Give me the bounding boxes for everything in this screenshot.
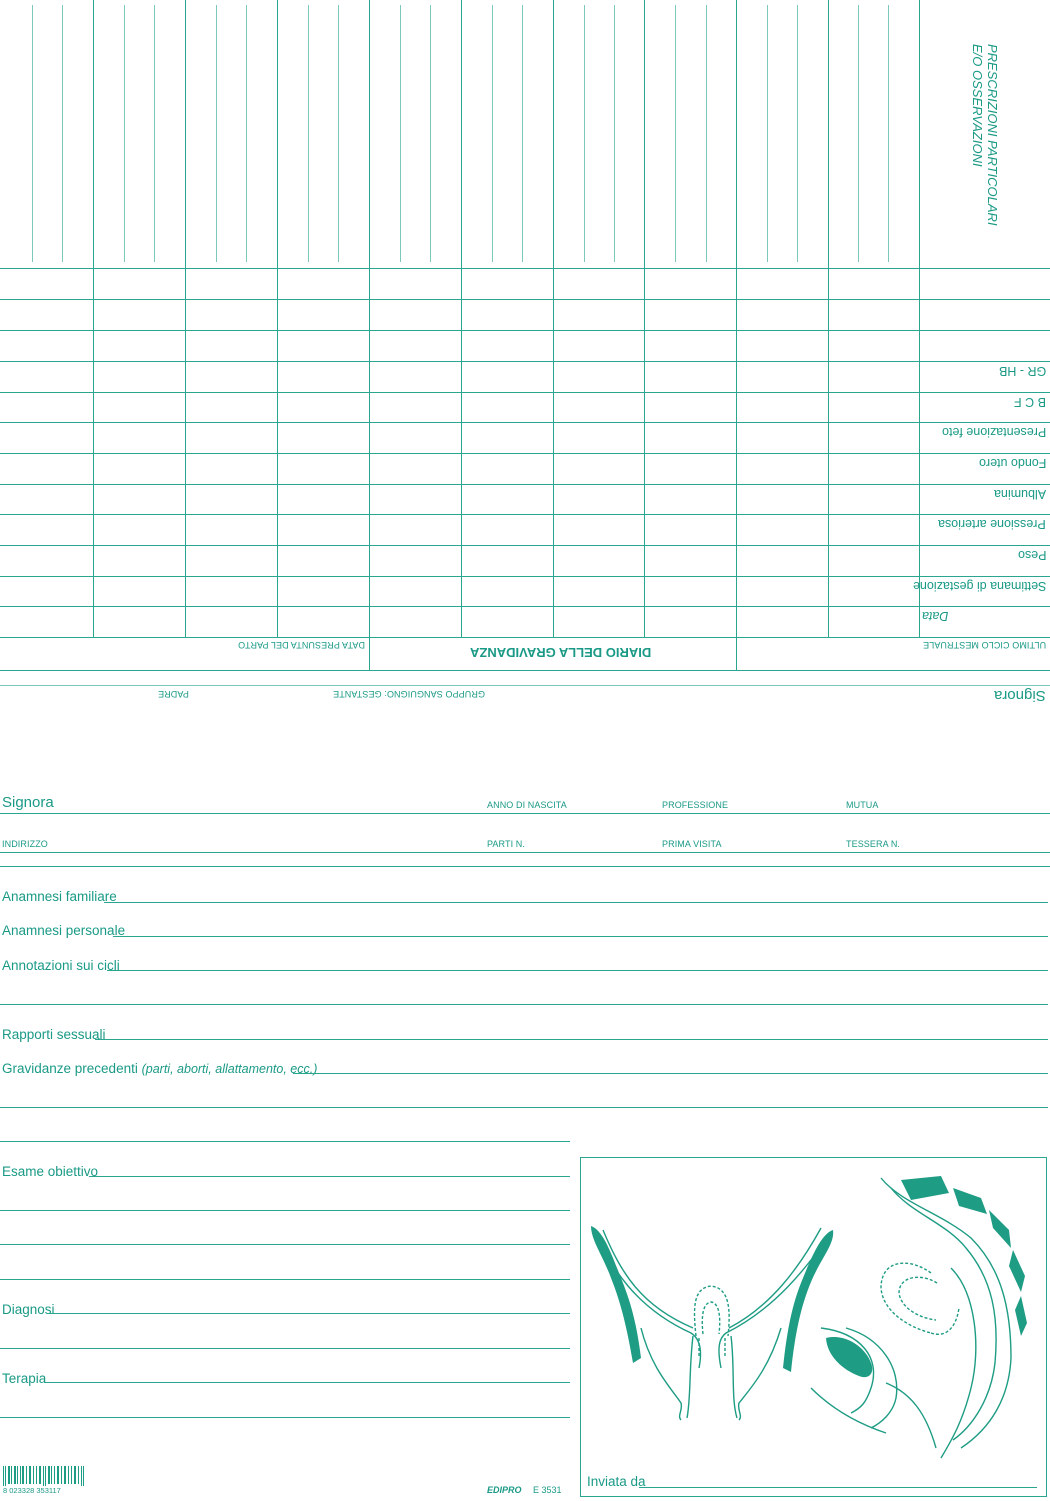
grid-line [277,0,278,637]
grid-line [0,670,1050,671]
row-label: GR - HB [998,364,1046,378]
grid-line [0,576,1050,577]
grid-line [644,0,645,637]
terapia-field[interactable] [44,1382,570,1383]
esame-obiettivo-field[interactable] [89,1176,570,1177]
grid-line [185,0,186,637]
anamnesi-familiare-label: Anamnesi familiare [2,889,117,904]
grid-line [0,545,1050,546]
gravidanze-precedenti-field-2[interactable] [0,1107,1048,1108]
grid-line [828,0,829,637]
mutua-label: MUTUA [846,800,879,810]
diary-title: DIARIO DELLA GRAVIDANZA [470,645,652,660]
grid-line [338,5,339,262]
uterus-side-cavity-dashed [881,1263,959,1334]
diagnosi-field-2[interactable] [0,1348,570,1349]
parti-label: PARTI N. [487,839,525,849]
anamnesi-familiare-field[interactable] [104,902,1048,903]
uterus-side-view [811,1178,1011,1458]
grid-line [0,685,1050,686]
row-label: Data [922,609,949,623]
anno-nascita-label: ANNO DI NASCITA [487,800,567,810]
grid-line [0,299,1050,300]
gravidanze-precedenti-field[interactable] [293,1073,1048,1074]
grid-line [246,5,247,262]
ovary-left-shape [591,1226,641,1363]
prescriptions-title-line1: PRESCRIZIONI PARTICOLARI [985,44,1000,226]
divider [0,866,1050,867]
indirizzo-field-line[interactable] [0,852,1050,853]
grid-line [614,5,615,262]
diagnosi-label: Diagnosi [2,1302,55,1317]
grid-line [736,637,737,670]
terapia-label: Terapia [2,1371,47,1386]
barcode-number: 8 023328 353117 [3,1486,61,1495]
anamnesi-personale-field[interactable] [113,936,1048,937]
grid-line [584,5,585,262]
grid-line [888,5,889,262]
brand-logo: EDIPRO [487,1485,522,1495]
rapporti-sessuali-label: Rapporti sessuali [2,1027,106,1042]
gravidanze-note: (parti, aborti, allattamento, ecc.) [141,1062,318,1076]
rapporti-sessuali-field[interactable] [95,1039,1048,1040]
row-label: Pressione arteriosa [938,517,1046,531]
grid-line [0,392,1050,393]
grid-line [492,5,493,262]
professione-label: PROFESSIONE [662,800,729,810]
esame-obiettivo-field-3[interactable] [0,1244,570,1245]
row-label: Peso [1017,548,1046,562]
esame-obiettivo-field-2[interactable] [0,1210,570,1211]
row-label: Presentazione feto [941,425,1046,439]
grid-line [706,5,707,262]
signora-field-line[interactable] [0,813,1050,814]
signora-upside: Signora [994,687,1046,704]
diagnosi-field[interactable] [49,1313,570,1314]
grid-line [400,5,401,262]
grid-line [0,453,1050,454]
grid-line [93,0,94,637]
grid-line [919,0,920,637]
grid-line [0,330,1050,331]
anatomy-illustration [581,1158,1046,1496]
grid-line [767,5,768,262]
grid-line [0,422,1050,423]
grid-line [32,5,33,262]
grid-line [430,5,431,262]
grid-line [369,0,370,637]
annotazioni-cicli-label: Annotazioni sui cicli [2,958,120,973]
padre-label: PADRE [158,689,189,699]
grid-line [553,0,554,637]
terapia-field-2[interactable] [0,1417,570,1418]
gravidanze-precedenti-field-3[interactable] [0,1141,570,1142]
inviata-da-label: Inviata da [587,1474,646,1489]
inviata-da-field[interactable] [639,1487,1037,1488]
grid-line [675,5,676,262]
row-label: Settimana di gestazione [912,579,1046,593]
indirizzo-label: INDIRIZZO [2,839,48,849]
grid-line [0,268,1050,269]
grid-line [124,5,125,262]
grid-line [736,0,737,637]
grid-line [0,514,1050,515]
row-label: Albumina [993,487,1046,501]
grid-line [797,5,798,262]
gravidanze-precedenti-text: Gravidanze precedenti [2,1061,138,1076]
product-code: E 3531 [533,1485,562,1495]
grid-line [62,5,63,262]
prescriptions-title [970,44,1000,226]
grid-line [0,361,1050,362]
annotazioni-cicli-field-2[interactable] [0,1004,1048,1005]
grid-line [154,5,155,262]
grid-line [308,5,309,262]
ovary-right-shape [783,1230,833,1372]
grid-line [0,606,1050,607]
esame-obiettivo-field-4[interactable] [0,1279,570,1280]
grid-line [461,0,462,637]
grid-line [216,5,217,262]
row-label: B C F [1014,395,1046,409]
esame-obiettivo-label: Esame obiettivo [2,1164,99,1179]
ultimo-ciclo-label: ULTIMO CICLO MESTRUALE [922,640,1046,650]
prima-visita-label: PRIMA VISITA [662,839,722,849]
data-presunta-label: DATA PRESUNTA DEL PARTO [238,640,365,650]
prescriptions-title-line2: E/O OSSERVAZIONI [970,44,985,167]
row-label: Fondo utero [978,456,1046,470]
signora-label: Signora [2,794,54,811]
gruppo-sanguigno-label: GRUPPO SANGUIGNO: GESTANTE [333,689,485,699]
anatomy-diagram-box [580,1157,1047,1497]
anamnesi-personale-label: Anamnesi personale [2,923,126,938]
grid-line [858,5,859,262]
annotazioni-cicli-field[interactable] [107,970,1048,971]
grid-line [369,637,370,670]
tessera-label: TESSERA N. [846,839,901,849]
grid-line [0,637,1050,638]
grid-line [0,484,1050,485]
gravidanze-precedenti-label [2,1061,317,1076]
grid-line [522,5,523,262]
